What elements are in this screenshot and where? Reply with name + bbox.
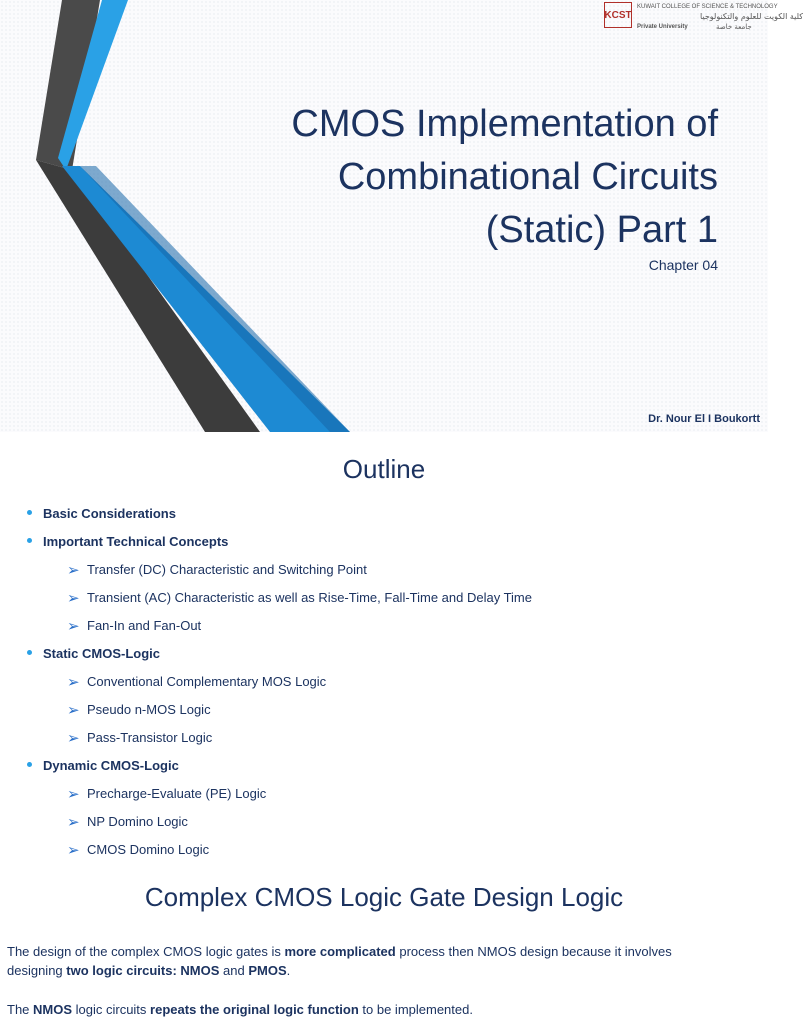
chapter-label: Chapter 04 [648,257,718,273]
outline-sub-item [0,696,768,724]
arrow-bullet-icon: ➢ [67,561,80,579]
arrow-bullet-icon: ➢ [67,785,80,803]
slide-title [178,98,718,257]
outline-item-label: Fan-In and Fan-Out [87,618,202,633]
text-run: . [286,963,291,978]
outline-sub-item [0,724,768,752]
logo-subtitle-ar: جامعة خاصة [716,23,752,31]
college-logo [604,2,803,32]
text-run-bold: two logic circuits: NMOS [66,963,220,978]
text-run-bold: NMOS [33,1002,73,1017]
outline-bullet-item [0,528,768,556]
outline-item-label: NP Domino Logic [87,814,188,829]
paragraph-nmos [7,1000,767,1019]
outline-item-label: Important Technical Concepts [43,534,229,549]
text-run-bold: more complicated [284,944,396,959]
text-run: process then NMOS design because it involves [395,944,672,959]
outline-title: Outline [342,454,426,484]
outline-bullet-item [0,752,768,780]
text-run: logic circuits [72,1002,151,1017]
title-line-2: Combinational Circuits [337,156,718,198]
logo-subtitle-en: Private University [637,24,688,30]
text-run-bold: repeats the original logic function [150,1002,359,1017]
logo-name-en: KUWAIT COLLEGE OF SCIENCE & TECHNOLOGY [637,4,778,10]
arrow-bullet-icon: ➢ [67,673,80,691]
outline-item-label: CMOS Domino Logic [87,842,210,857]
outline-sub-item [0,612,768,640]
text-run: designing [7,963,67,978]
text-run: and [219,963,249,978]
text-run: The design of the complex CMOS logic gates is [7,944,285,959]
outline-item-label: Precharge-Evaluate (PE) Logic [87,786,267,801]
arrow-bullet-icon: ➢ [67,617,80,635]
outline-item-label: Transfer (DC) Characteristic and Switching Point [87,562,367,577]
arrow-bullet-icon: ➢ [67,589,80,607]
outline-list [0,500,768,864]
outline-item-label: Static CMOS-Logic [43,646,161,661]
outline-bullet-item [0,500,768,528]
text-run: to be implemented. [358,1002,473,1017]
bullet-dot-icon [27,650,32,655]
text-run-bold: PMOS [248,963,287,978]
outline-item-label: Basic Considerations [43,506,176,521]
outline-sub-item [0,780,768,808]
title-slide [0,0,803,432]
bullet-dot-icon [27,538,32,543]
outline-sub-item [0,836,768,864]
arrow-bullet-icon: ➢ [67,841,80,859]
outline-sub-item [0,556,768,584]
title-line-3: (Static) Part 1 [485,209,718,251]
arrow-bullet-icon: ➢ [67,701,80,719]
outline-bullet-item [0,640,768,668]
logo-name-ar: كلية الكويت للعلوم والتكنولوجيا [700,12,803,21]
outline-item-label: Pseudo n-MOS Logic [87,702,211,717]
outline-item-label: Transient (AC) Characteristic as well as Rise-Time, Fall-Time and Delay Time [87,590,532,605]
arrow-bullet-icon: ➢ [67,813,80,831]
outline-item-label: Conventional Complementary MOS Logic [87,674,327,689]
paragraph-design [7,942,767,980]
outline-item-label: Pass-Transistor Logic [87,730,213,745]
author-name: Dr. Nour El I Boukortt [648,413,760,425]
bullet-dot-icon [27,762,32,767]
title-line-1: CMOS Implementation of [291,103,718,145]
outline-sub-item [0,584,768,612]
text-run: The [7,1002,34,1017]
bullet-dot-icon [27,510,32,515]
arrow-bullet-icon: ➢ [67,729,80,747]
outline-sub-item [0,808,768,836]
content-slide [0,432,768,1024]
logo-mark: KCST [604,2,632,28]
outline-item-label: Dynamic CMOS-Logic [43,758,179,773]
outline-sub-item [0,668,768,696]
section-title: Complex CMOS Logic Gate Design Logic [144,882,624,912]
